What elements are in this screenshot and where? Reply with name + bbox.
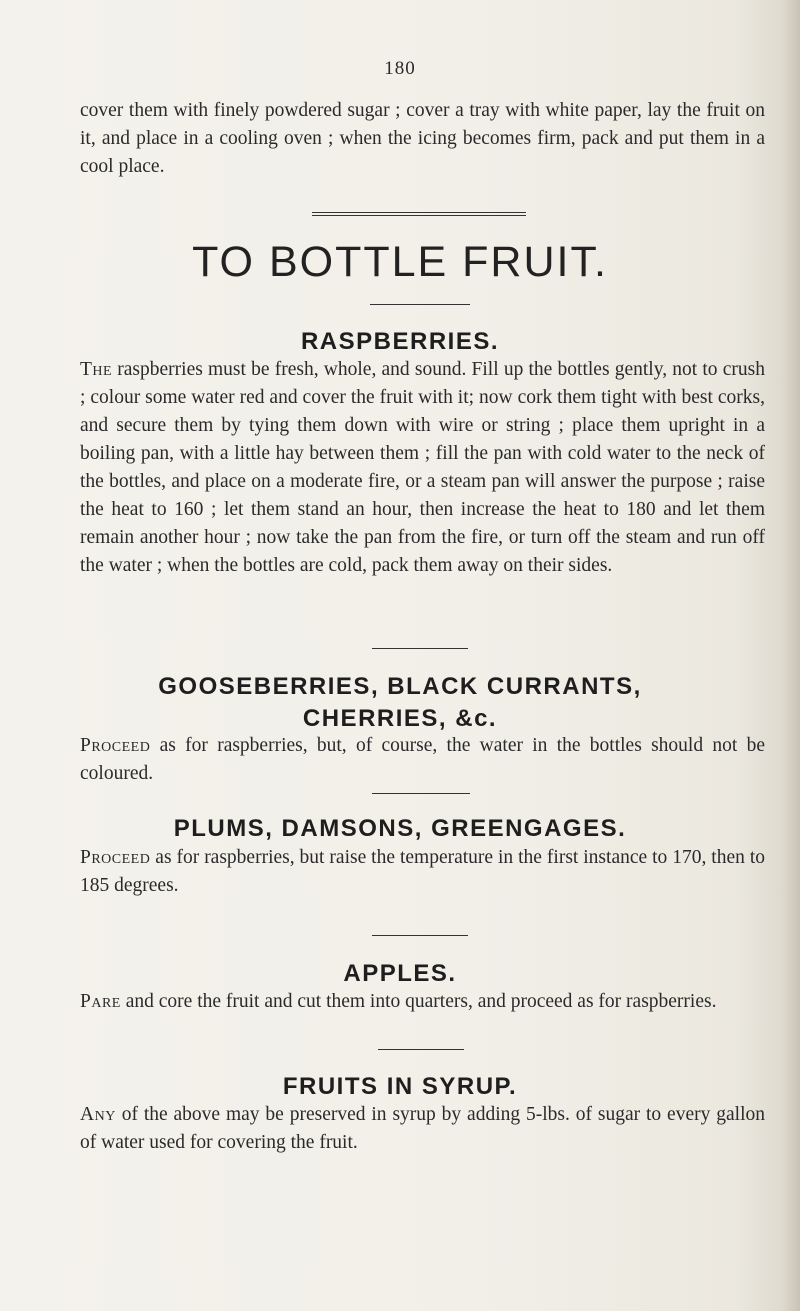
heading-line: CHERRIES, &c. — [302, 705, 498, 732]
section-divider — [378, 1049, 464, 1050]
section-divider — [372, 935, 468, 936]
paragraph-text: raspberries must be fresh, whole, and sound. Fill up the bottles gently, not to crush ; colour some water red and cover the fruit with it; now cork them tight with best corks, and secure them by tying them down with wire or string ; place them upright in a boiling pan, with a little hay between them ; fill the pan with cold water to the neck of the bottles, and place on a moderate fire, or a steam pan will answer the purpose ; raise the heat to 160 ; let them stand an hour, then increase the heat to 180 and let them remain another hour ; now take the pan from the fire, or turn off the steam and run off the water ; when the bottles are cold, pack them away on their sides. — [80, 359, 765, 576]
lead-word: Proceed — [80, 847, 151, 868]
section-body-gooseberries — [80, 732, 765, 788]
lead-word: Proceed — [80, 735, 151, 756]
paragraph-text: of the above may be preserved in syrup by adding 5-lbs. of sugar to every gallon of water used for covering the fruit. — [80, 1104, 765, 1153]
paragraph-text: as for raspberries, but raise the temperature in the first instance to 170, then to 185 degrees. — [80, 847, 765, 896]
section-body-plums — [80, 844, 765, 900]
lead-word: The — [80, 359, 113, 380]
section-divider — [372, 793, 470, 794]
section-divider — [370, 304, 470, 305]
paragraph-text: and core the fruit and cut them into quarters, and proceed as for raspberries. — [120, 991, 717, 1012]
page-edge-shadow — [782, 0, 800, 1311]
chapter-title: TO BOTTLE FRUIT. — [192, 238, 608, 286]
page-number: 180 — [384, 58, 416, 79]
section-heading-plums: PLUMS, DAMSONS, GREENGAGES. — [173, 815, 627, 842]
paragraph-text: as for raspberries, but, of course, the water in the bottles should not be coloured. — [80, 735, 765, 784]
section-heading-apples: APPLES. — [343, 960, 457, 987]
section-heading-fruits-in-syrup: FRUITS IN SYRUP. — [282, 1073, 518, 1100]
section-body-raspberries — [80, 356, 765, 580]
lead-word: Pare — [80, 991, 121, 1012]
section-body-fruits-in-syrup — [80, 1101, 765, 1157]
heading-line: GOOSEBERRIES, BLACK CURRANTS, — [158, 673, 642, 700]
section-heading-raspberries: RASPBERRIES. — [300, 328, 500, 355]
lead-word: Any — [80, 1104, 116, 1125]
section-divider — [372, 648, 468, 649]
intro-paragraph: cover them with finely powdered sugar ; cover a tray with white paper, lay the fruit on it, and place in a cooling oven ; when the icing becomes firm, pack and put them in a cool place. — [80, 100, 765, 177]
section-heading-gooseberries — [0, 671, 800, 735]
section-body-apples — [80, 988, 765, 1016]
double-rule-divider — [312, 212, 526, 216]
